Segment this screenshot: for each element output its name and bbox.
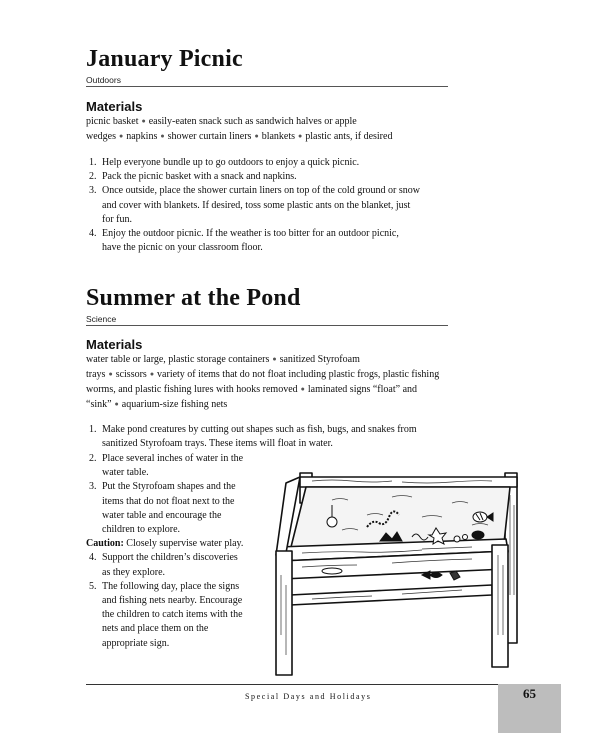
front-right-leg — [492, 545, 508, 667]
back-rim — [300, 477, 517, 487]
step-text-line: nets and place them on the — [102, 623, 209, 635]
section1-category: Outdoors — [86, 75, 121, 85]
step-item — [86, 580, 271, 651]
lure-item — [327, 517, 337, 527]
step-text-line: as they explore. — [102, 566, 166, 578]
step-text-line: and cover with blankets. If desired, toss some plastic ants on the blanket, just — [102, 199, 411, 211]
bullet-separator: ● — [149, 370, 155, 378]
material-item: aquarium-size fishing nets — [121, 399, 228, 410]
step-text-line: water table and encourage the — [102, 509, 222, 521]
section2-title: Summer at the Pond — [86, 285, 301, 311]
step-text-line: Help everyone bundle up to go outdoors to enjoy a quick picnic. — [102, 157, 360, 168]
step-number: 4. — [89, 552, 97, 564]
step-text-line: for fun. — [102, 213, 132, 225]
material-item: variety of items that do not float including plastic frogs, plastic fishing worms, and plastic fishing lures with hooks removed — [86, 369, 440, 395]
water-table-illustration — [272, 455, 532, 677]
step-number: 5. — [89, 580, 97, 592]
step-text-line: sanitized Styrofoam trays. These items will float in water. — [102, 438, 333, 450]
step-text-line: water table. — [102, 467, 149, 479]
material-item: shower curtain liners — [167, 131, 252, 142]
step-text-line: the children to catch items with the — [102, 609, 243, 621]
step-text-line: appropriate sign. — [102, 637, 170, 649]
step-number: 2. — [89, 453, 97, 464]
material-item: plastic ants, if desired — [305, 131, 393, 142]
bullet-separator: ● — [272, 355, 277, 363]
material-item: easily-eaten snack such as sandwich halves or apple wedges — [86, 116, 357, 142]
step-item — [86, 227, 448, 255]
step-text-line: Place several inches of water in the — [102, 453, 244, 464]
caution-label: Caution: — [86, 538, 124, 550]
bullet-separator: ● — [298, 132, 303, 140]
material-item: blankets — [261, 131, 296, 142]
section1-title: January Picnic — [86, 46, 243, 72]
bullet-separator: ● — [300, 385, 305, 393]
step-item — [86, 423, 456, 451]
step-text-line: Enjoy the outdoor picnic. If the weather is too bitter for an outdoor picnic, — [102, 228, 399, 240]
step-text-line: Once outside, place the shower curtain liners on top of the cold ground or snow — [102, 185, 420, 197]
step-text-line: Support the children’s discoveries — [102, 552, 238, 564]
section1-title-rule — [86, 86, 448, 87]
step-item — [86, 452, 271, 480]
section1-steps — [86, 156, 448, 255]
step-text-line: items that do not float next to the — [102, 495, 235, 507]
lower-stretcher — [290, 585, 492, 605]
step-text-line: children to explore. — [102, 524, 181, 536]
step-text-line: Put the Styrofoam shapes and the — [102, 481, 236, 493]
bullet-separator: ● — [108, 370, 113, 378]
step-text-line: have the picnic on your classroom floor. — [102, 242, 263, 254]
step-text-line: and fishing nets nearby. Encourage — [102, 595, 243, 607]
bullet-separator: ● — [119, 132, 124, 140]
step-item — [86, 170, 448, 184]
step-number: 1. — [89, 424, 97, 435]
step-item — [86, 551, 271, 579]
step-number: 2. — [89, 171, 97, 183]
material-item: picnic basket — [86, 116, 139, 127]
material-item: sanitized Styrofoam trays — [86, 354, 360, 380]
step-item — [86, 156, 448, 170]
material-item: napkins — [126, 131, 158, 142]
page-number-box — [498, 684, 561, 733]
section2-materials-list — [86, 352, 448, 412]
step-number: 3. — [89, 185, 97, 197]
bullet-separator: ● — [160, 132, 165, 140]
material-item: scissors — [115, 369, 147, 380]
section2-materials-heading: Materials — [86, 337, 143, 352]
material-item: laminated signs “float” and “sink” — [86, 384, 418, 410]
section2-category: Science — [86, 314, 117, 324]
bullet-separator: ● — [141, 117, 146, 125]
step-text-line: Pack the picnic basket with a snack and napkins. — [102, 171, 297, 183]
step-item — [86, 480, 271, 537]
step-text-line: Make pond creatures by cutting out shapes such as fish, bugs, and snakes from — [102, 424, 417, 435]
section2-title-rule — [86, 325, 448, 326]
section1-materials-list — [86, 114, 448, 144]
step-text-line: The following day, place the signs — [102, 580, 240, 592]
section2-steps-a — [86, 452, 271, 537]
step-number: 3. — [89, 481, 97, 493]
caution-note — [86, 537, 271, 551]
step-number: 1. — [89, 157, 97, 168]
section1-materials-heading: Materials — [86, 99, 143, 114]
caution-text: Closely supervise water play. — [123, 538, 244, 550]
step-number: 4. — [89, 228, 97, 240]
page-number: 65 — [523, 686, 536, 701]
front-left-leg — [276, 551, 292, 675]
step-item — [86, 184, 448, 227]
bullet-separator: ● — [114, 400, 119, 408]
fish-shape-2 — [472, 531, 484, 539]
section2-step1 — [86, 423, 456, 451]
footer-rule — [86, 684, 498, 685]
bullet-separator: ● — [254, 132, 259, 140]
section2-narrow-column — [86, 452, 271, 651]
material-item: water table or large, plastic storage containers — [86, 354, 270, 365]
footer-book-title: Special Days and Holidays — [245, 692, 372, 701]
section2-steps-b — [86, 551, 271, 650]
